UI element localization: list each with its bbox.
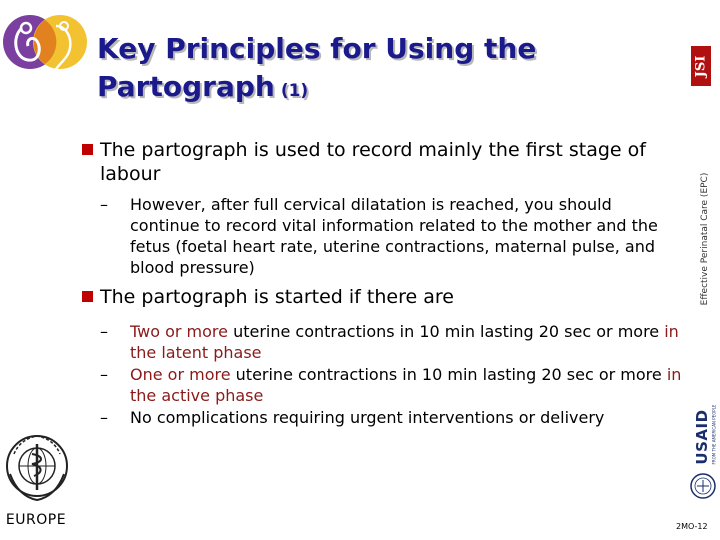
title-line-2: Partograph	[97, 70, 275, 103]
bullet-square-icon	[82, 144, 93, 155]
jsi-logo	[691, 46, 711, 86]
dash-icon: –	[100, 365, 108, 384]
bullet-text: The partograph is used to record mainly the first stage of labour	[100, 139, 646, 185]
slide-body	[82, 138, 682, 428]
sub-bullet-text: uterine contractions in 10 min lasting 20 sec or more	[230, 365, 667, 384]
highlight-text: in the active phase	[130, 365, 682, 405]
bullet-text: The partograph is started if there are	[100, 286, 454, 308]
jsi-logo-text: JSI	[693, 55, 709, 77]
epc-vertical-label: Effective Perinatal Care (EPC)	[700, 172, 710, 306]
highlight-text: in the latent phase	[130, 322, 679, 362]
title-line-1: Key Principles for Using the	[97, 32, 537, 65]
dash-icon: –	[100, 195, 108, 214]
sub-bullet-item	[82, 364, 682, 406]
slide-number: 2MO-12	[676, 522, 708, 531]
who-region-label: EUROPE	[5, 512, 67, 528]
sub-bullet-item	[82, 194, 682, 278]
dash-icon: –	[100, 322, 108, 341]
usaid-tagline: FROM THE AMERICAN PEOPLE	[711, 404, 717, 465]
usaid-logo-text: USAID	[693, 409, 711, 465]
highlight-text: Two or more	[130, 322, 228, 341]
bullet-item	[82, 285, 682, 309]
title-suffix: (1)	[280, 81, 309, 101]
bullet-item	[82, 138, 682, 186]
usaid-seal-icon	[688, 472, 718, 500]
sub-bullet-text: uterine contractions in 10 min lasting 20 sec or more	[227, 322, 665, 341]
bullet-square-icon	[82, 291, 93, 302]
sub-bullet-item	[82, 407, 682, 428]
usaid-logo	[693, 400, 720, 472]
dash-icon: –	[100, 408, 108, 427]
epc-logo	[2, 6, 90, 88]
highlight-text: One or more	[130, 365, 231, 384]
who-emblem-icon	[2, 424, 72, 504]
sub-bullet-text: However, after full cervical dilatation is reached, you should continue to record vital information related to the mother and the fetus (foetal heart rate, uterine contractions, maternal pulse, and blood pressure)	[130, 195, 658, 277]
slide-title	[97, 30, 657, 110]
sub-bullet-item	[82, 321, 682, 363]
sub-bullet-text: No complications requiring urgent interventions or delivery	[130, 408, 605, 427]
